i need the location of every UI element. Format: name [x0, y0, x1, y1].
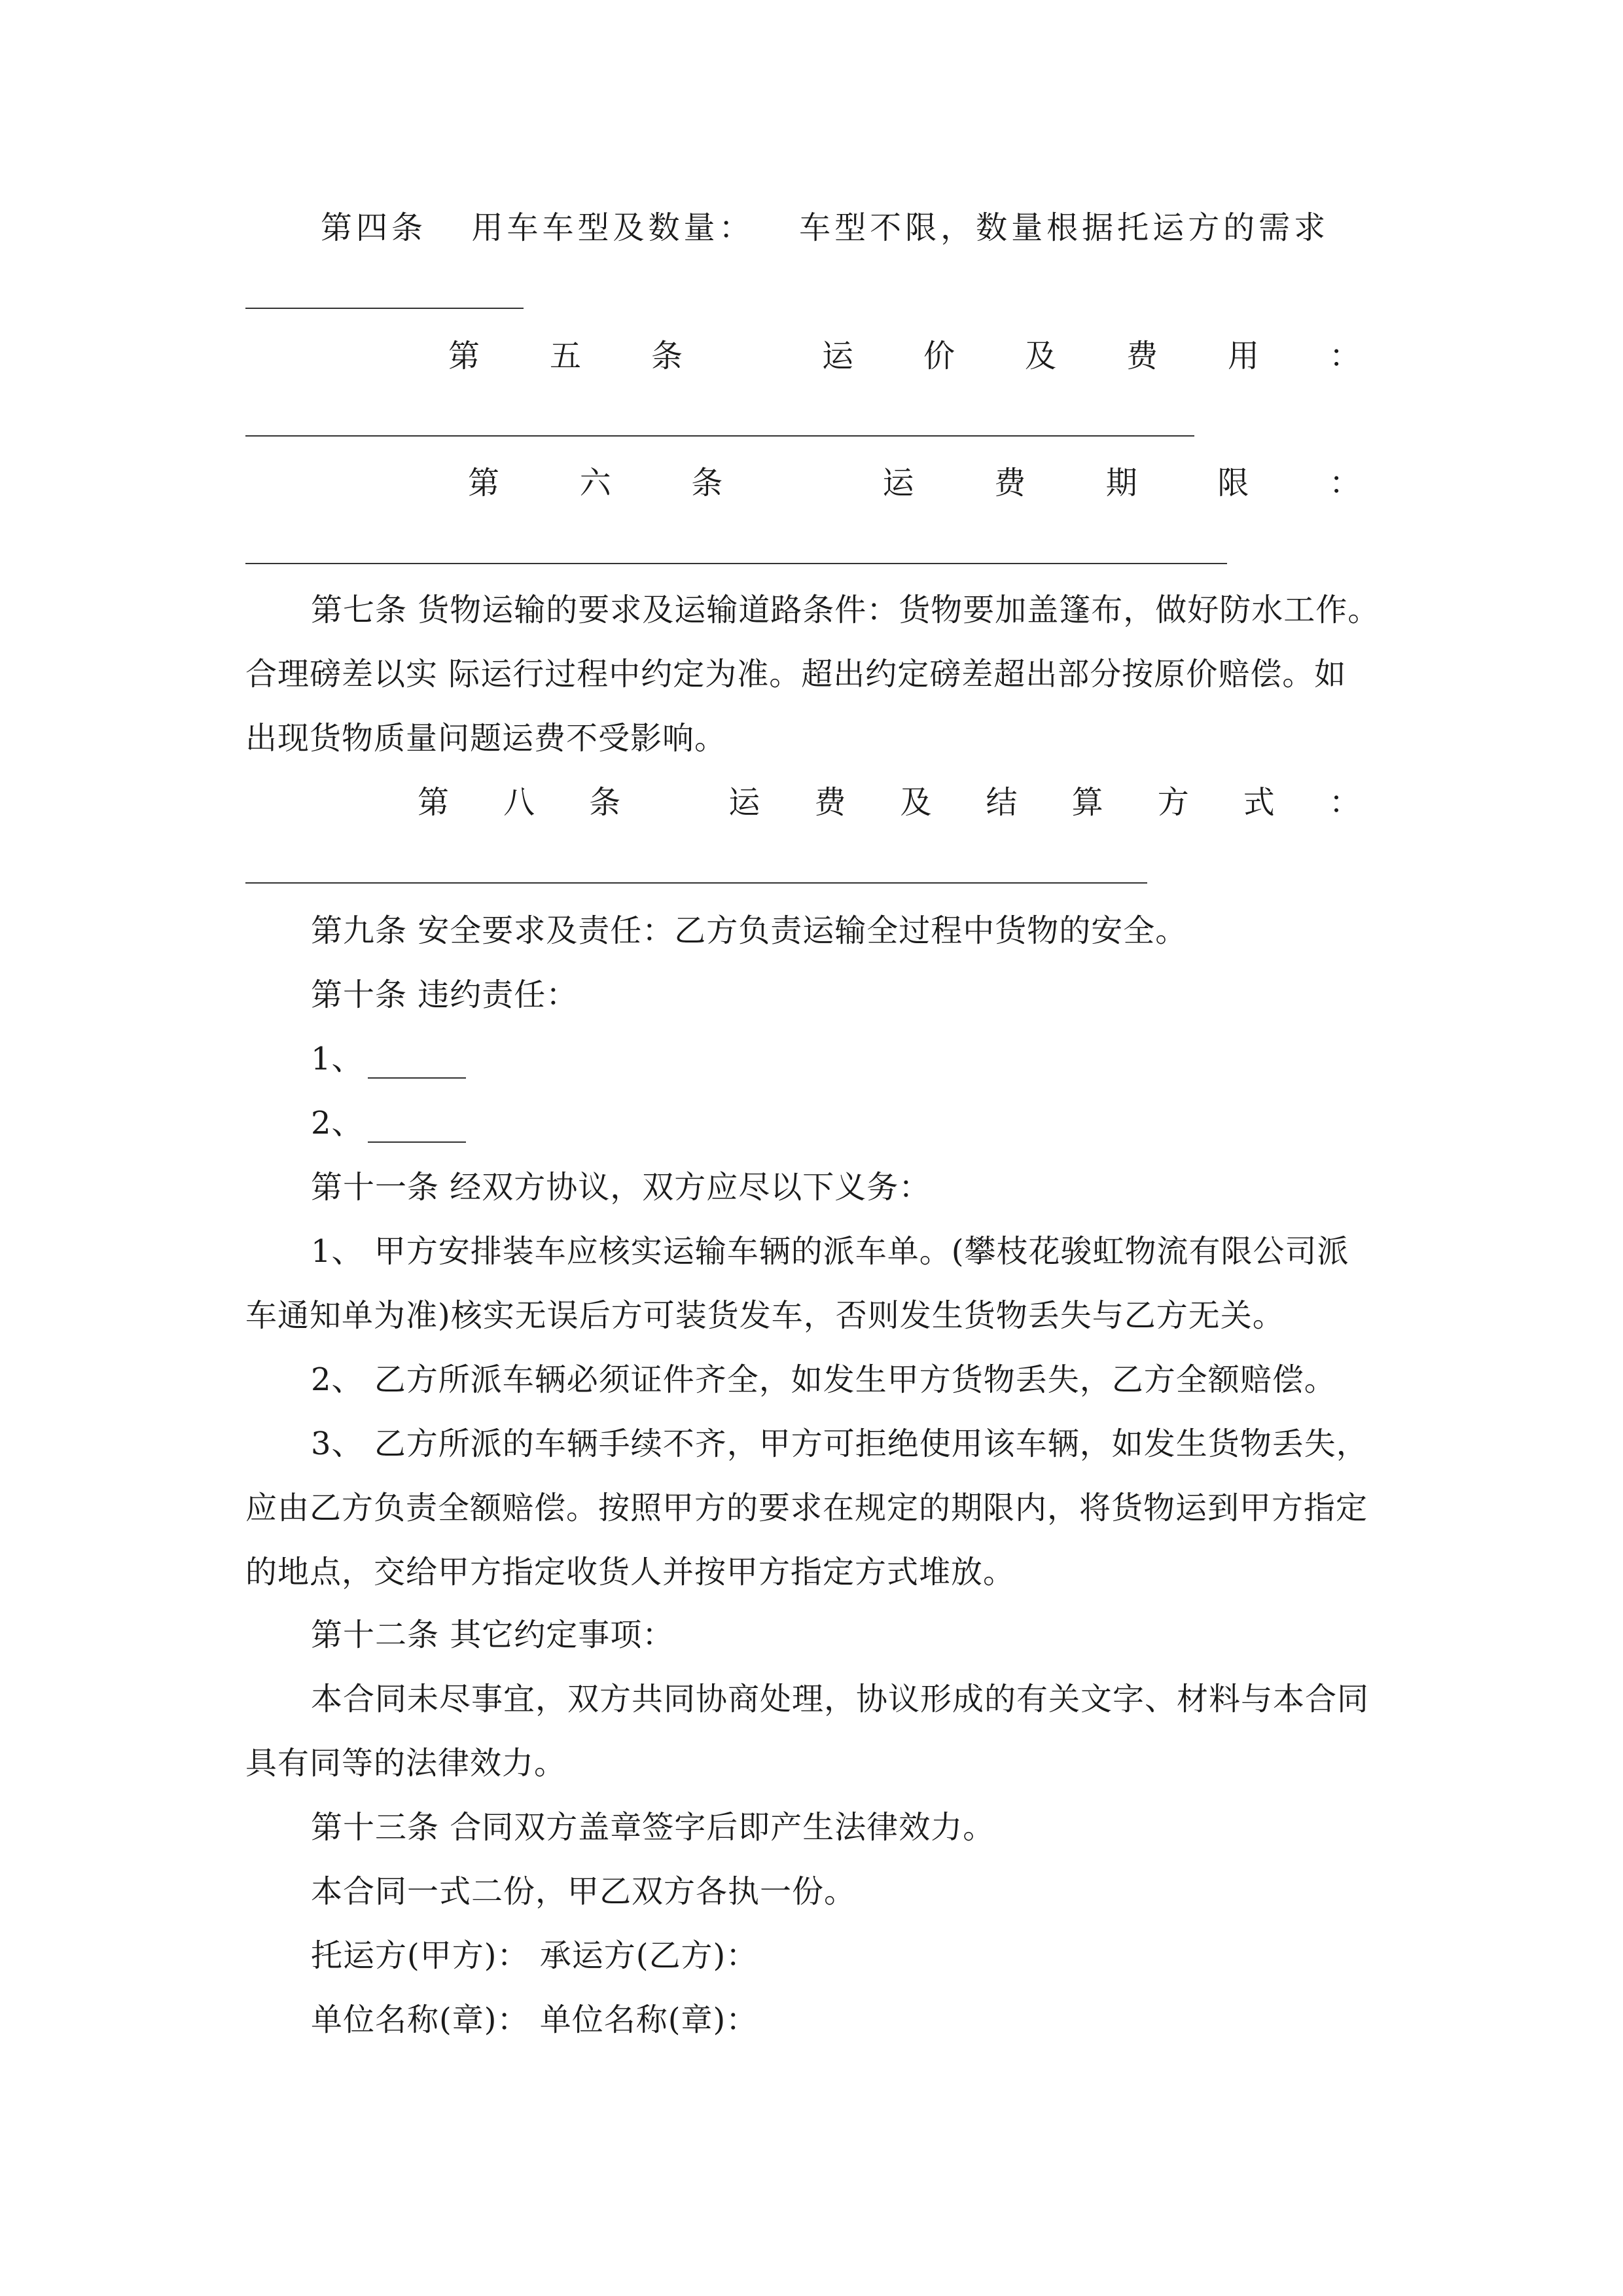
article-8-char: 算	[1071, 784, 1104, 821]
article-12-title: 第十二条 其它约定事项：	[311, 1617, 675, 1653]
parties-line: 托运方(甲方)： 承运方(乙方)：	[311, 1937, 758, 1974]
article-8-char: 费	[814, 784, 847, 821]
article-4-line	[321, 208, 1329, 247]
article-10-item-1-number: 1、	[311, 1041, 364, 1077]
article-5-blank-rule	[245, 435, 1194, 437]
article-8-char: 运	[728, 784, 761, 821]
article-11-item-3-line-3: 的地点，交给甲方指定收货人并按甲方指定方式堆放。	[245, 1554, 1016, 1590]
article-10-item-2-blank	[368, 1113, 466, 1143]
article-6-char: 限	[1217, 465, 1250, 501]
article-6-char: ：	[1329, 465, 1361, 501]
article-6-heading	[468, 463, 1361, 503]
article-6-blank-rule	[245, 563, 1227, 564]
article-8-char: 式	[1243, 784, 1275, 821]
article-5-char: 用	[1227, 338, 1260, 374]
article-5-char: 价	[923, 338, 955, 374]
article-4-label: 第四条	[321, 209, 427, 246]
article-10-title: 第十条 违约责任：	[311, 977, 579, 1013]
article-5-char: 运	[821, 338, 854, 374]
article-10-item-1-blank	[368, 1049, 466, 1079]
article-8-blank-rule	[245, 882, 1147, 884]
article-6-char: 第	[468, 465, 501, 501]
article-5-char: 五	[550, 338, 582, 374]
copies-line: 本合同一式二份，甲乙双方各执一份。	[311, 1873, 857, 1910]
article-11-item-2: 2、 乙方所派车辆必须证件齐全，如发生甲方货物丢失，乙方全额赔偿。	[311, 1361, 1336, 1398]
article-8-char: ：	[1329, 784, 1361, 821]
article-8-char: 方	[1157, 784, 1190, 821]
article-5-char: ：	[1329, 338, 1361, 374]
article-12-line-1: 本合同未尽事宜，双方共同协商处理，协议形成的有关文字、材料与本合同	[311, 1681, 1370, 1717]
article-11-item-1-line-2: 车通知单为准)核实无误后方可装货发车，否则发生货物丢失与乙方无关。	[245, 1297, 1285, 1334]
article-8-char: 及	[900, 784, 933, 821]
article-4-title: 用车车型及数量：	[471, 209, 755, 246]
article-6-char: 期	[1105, 465, 1138, 501]
article-7-line-2: 合理磅差以实 际运行过程中约定为准。超出约定磅差超出部分按原价赔偿。如	[245, 656, 1347, 692]
article-6-char: 运	[882, 465, 915, 501]
article-5-char: 费	[1126, 338, 1158, 374]
article-6-char: 条	[691, 465, 724, 501]
article-5-heading	[448, 336, 1361, 376]
article-8-char: 第	[418, 784, 450, 821]
article-10-item-2-number: 2、	[311, 1105, 364, 1141]
article-8-char: 条	[589, 784, 622, 821]
article-8-char: 结	[986, 784, 1018, 821]
units-line: 单位名称(章)： 单位名称(章)：	[311, 2001, 758, 2038]
article-7-line-3: 出现货物质量问题运费不受影响。	[245, 720, 727, 757]
article-9-line: 第九条 安全要求及责任：乙方负责运输全过程中货物的安全。	[311, 912, 1188, 949]
article-5-char: 及	[1024, 338, 1057, 374]
article-6-char: 六	[579, 465, 612, 501]
article-4-content: 车型不限，数量根据托运方的需求	[799, 209, 1330, 246]
article-10-item-2	[311, 1103, 466, 1143]
article-13-line: 第十三条 合同双方盖章签字后即产生法律效力。	[311, 1809, 995, 1846]
article-10-item-1	[311, 1039, 466, 1079]
article-5-char: 条	[651, 338, 684, 374]
article-7-line-1: 第七条 货物运输的要求及运输道路条件：货物要加盖篷布，做好防水工作。	[311, 592, 1380, 628]
article-8-char: 八	[503, 784, 536, 821]
article-4-blank-rule	[245, 308, 524, 309]
article-11-item-3-line-2: 应由乙方负责全额赔偿。按照甲方的要求在规定的期限内，将货物运到甲方指定	[245, 1490, 1368, 1526]
article-6-char: 费	[994, 465, 1027, 501]
article-8-heading	[418, 783, 1361, 822]
article-12-line-2: 具有同等的法律效力。	[245, 1745, 567, 1782]
article-5-char: 第	[448, 338, 481, 374]
article-11-title: 第十一条 经双方协议，双方应尽以下义务：	[311, 1169, 931, 1206]
article-11-item-1-line-1: 1、 甲方安排装车应核实运输车辆的派车单。(攀枝花骏虹物流有限公司派	[311, 1233, 1349, 1270]
article-11-item-3-line-1: 3、 乙方所派的车辆手续不齐，甲方可拒绝使用该车辆，如发生货物丢失，	[311, 1426, 1368, 1462]
